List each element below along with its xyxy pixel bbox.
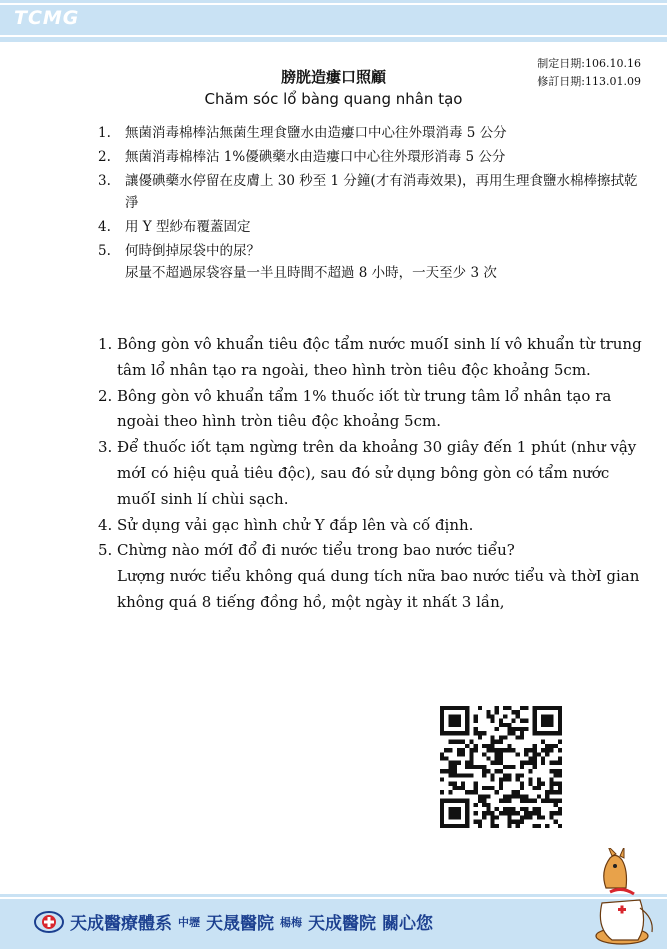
zh-item-1 [98,122,638,144]
zh-item-number: 4. [98,219,111,235]
vi-item-text: Sử dụng vải gạc hình chử Y đắp lên và cố định. [117,515,474,534]
vi-item-subtext: Lượng nước tiểu không quá dung tích nữa bao nước tiểu và thờI gian không quá 8 tiếng đồng hồ, một ngày it nhất 3 lần, [117,567,640,611]
zh-item-number: 1. [98,125,111,141]
vi-item-text: Chừng nào mớI đổ đi nước tiểu trong bao nước tiểu? [117,541,515,560]
revised-date: 修訂日期:113.01.09 [537,75,641,88]
footer-slogan: 關心您 [382,914,433,934]
kangaroo-nurse-icon [582,848,660,948]
zh-item-3 [98,170,638,214]
footer-hospital-2: 天成醫院 [308,914,376,934]
vi-item-4 [98,513,643,539]
tcmg-logo: TCMG [14,7,80,29]
vi-item-text: Để thuốc iốt tạm ngừng trên da khoảng 30 giây đến 1 phút (như vậy mớI có hiệu quả tiêu độc), sau đó sử dụng bông gòn có tẩm nước muốI sinh lí chùi sạch. [117,438,637,508]
vi-item-1 [98,332,643,384]
footer-location-1: 中壢 [178,915,200,929]
zh-item-number: 5. [98,243,111,259]
vi-item-3 [98,435,643,512]
created-date: 制定日期:106.10.16 [537,57,641,70]
vi-item-number: 3. [98,438,113,457]
footer-location-2: 楊梅 [280,915,302,929]
zh-item-subtext: 尿量不超過尿袋容量一半且時間不超過 8 小時，一天至少 3 次 [125,265,497,281]
zh-item-5 [98,240,638,284]
tcmg-cross-logo-icon [34,911,64,933]
chinese-instructions [98,122,638,286]
footer-system-name: 天成醫療體系 [70,914,172,934]
title-vietnamese: Chăm sóc lổ bàng quang nhân tạo [204,90,463,108]
zh-item-text: 用 Y 型紗布覆蓋固定 [125,219,251,235]
zh-item-4 [98,216,638,238]
top-header-band [0,0,667,42]
vi-item-number: 1. [98,335,113,353]
vi-item-number: 4. [98,515,113,534]
header-stripe [0,3,667,5]
vi-item-text: Bông gòn vô khuẩn tẩm 1% thuốc iốt từ trung tâm lổ nhân tạo ra ngoài theo hình tròn tiêu độc khoảng 5cm. [117,386,612,431]
vi-item-2 [98,384,643,436]
footer-hospital-1: 天晟醫院 [206,914,274,934]
vi-item-number: 5. [98,541,113,560]
vi-item-text: Bông gòn vô khuẩn tiêu độc tẩm nước muốI sinh lí vô khuẩn từ trung tâm lổ nhân tạo ra ngoài, theo hình tròn tiêu độc khoảng 5cm. [117,335,642,379]
vi-item-5 [98,538,643,615]
zh-item-text: 何時倒掉尿袋中的尿？ [125,243,260,259]
qr-code-icon[interactable] [440,706,562,828]
header-stripe-bottom [0,35,667,37]
zh-item-number: 3. [98,173,111,189]
vietnamese-instructions [98,332,643,616]
zh-item-2 [98,146,638,168]
footer-stripe [0,897,667,899]
zh-item-text: 讓優碘藥水停留在皮膚上 30 秒至 1 分鐘(才有消毒效果)，再用生理食鹽水棉棒擦拭乾淨 [125,173,638,211]
zh-item-text: 無菌消毒棉棒沾無菌生理食鹽水由造瘻口中心往外環消毒 5 公分 [125,125,507,141]
vi-item-number: 2. [98,386,113,405]
zh-item-text: 無菌消毒棉棒沾 1%優碘藥水由造瘻口中心往外環形消毒 5 公分 [125,149,506,165]
zh-item-number: 2. [98,149,111,165]
title-chinese: 膀胱造瘻口照顧 [280,68,386,86]
footer-hospital-line [34,909,433,934]
